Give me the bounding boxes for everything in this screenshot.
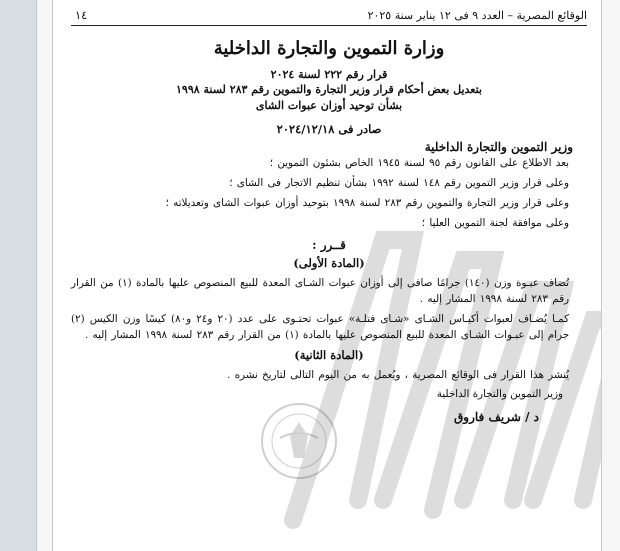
gazette-page <box>52 0 602 551</box>
preamble-item: وعلى قرار وزير التموين رقم ١٤٨ لسنة ١٩٩٢ بشأن تنظيم الاتجار فى الشاى ؛ <box>229 177 569 190</box>
article-1-paragraph-1: تُضاف عبـوة وزن (١٤٠) جرامًا صافى إلى أوزان عبوات الشـاى المعدة للبيع المنصوص عليها بالمادة (١) من القرار رقم ٢٨٣ لسنة ١٩٩٨ المشار إليه . <box>71 277 570 306</box>
decree-number: قرار رقم ٢٢٢ لسنة ٢٠٢٤ <box>270 67 388 81</box>
signature-title: وزير التموين والتجارة الداخلية <box>436 387 563 400</box>
viewer-side-bar <box>0 0 37 551</box>
decree-subject-line-2: بشأن توحيد أوزان عبوات الشاى <box>255 99 403 113</box>
preamble-item: بعد الاطلاع على القانون رقم ٩٥ لسنة ١٩٤٥ الخاص بشئون التموين ؛ <box>269 157 569 170</box>
article-2-title: (المادة الثانية) <box>294 347 364 362</box>
minister-title: وزير التموين والتجارة الداخلية <box>424 140 573 155</box>
decree-subject-line-1: بتعديل بعض أحكام قرار وزير التجارة والتموين رقم ٢٨٣ لسنة ١٩٩٨ <box>176 83 482 97</box>
article-1-paragraph-2: كمـا يُضـاف لعبوات أكيـاس الشـاى «شـاى فتلـة» عبوات تحتـوى على عدد (٢٠ و٢٤ و٨٠) كيسًا وزن الكيس (٢) جرام إلى عبـوات الشـاى المعدة للبيع المنصوص عليها بالمادة (١) من القرار رقم ٢٨٣ لسنة ١٩٩٨ المشار إليه . <box>71 313 570 341</box>
article-1-title: (المادة الأولى) <box>293 256 365 271</box>
ministry-title: وزارة التموين والتجارة الداخلية <box>213 38 445 59</box>
signer-name: د / شريف فاروق <box>454 409 539 424</box>
preamble-item: وعلى قرار وزير التجارة والتموين رقم ٢٨٣ لسنة ١٩٩٨ بتوحيد أوزان عبوات الشاى وتعديلاته ؛ <box>165 197 569 210</box>
preamble-item: وعلى موافقة لجنة التموين العليا ؛ <box>421 217 569 230</box>
running-header <box>71 0 587 26</box>
article-2-paragraph: يُنشر هذا القرار فى الوقائع المصرية ، ويُعمل به من اليوم التالى لتاريخ نشره . <box>227 368 569 381</box>
page-content <box>71 0 587 551</box>
decided-heading: قــرر : <box>312 238 346 253</box>
running-title: الوقائع المصرية – العدد ٩ فى ١٢ يناير سنة ٢٠٢٥ <box>367 8 587 22</box>
issued-date: صادر فى ٢٠٢٤/١٢/١٨ <box>276 122 382 137</box>
page-number: ١٤ <box>75 8 88 22</box>
